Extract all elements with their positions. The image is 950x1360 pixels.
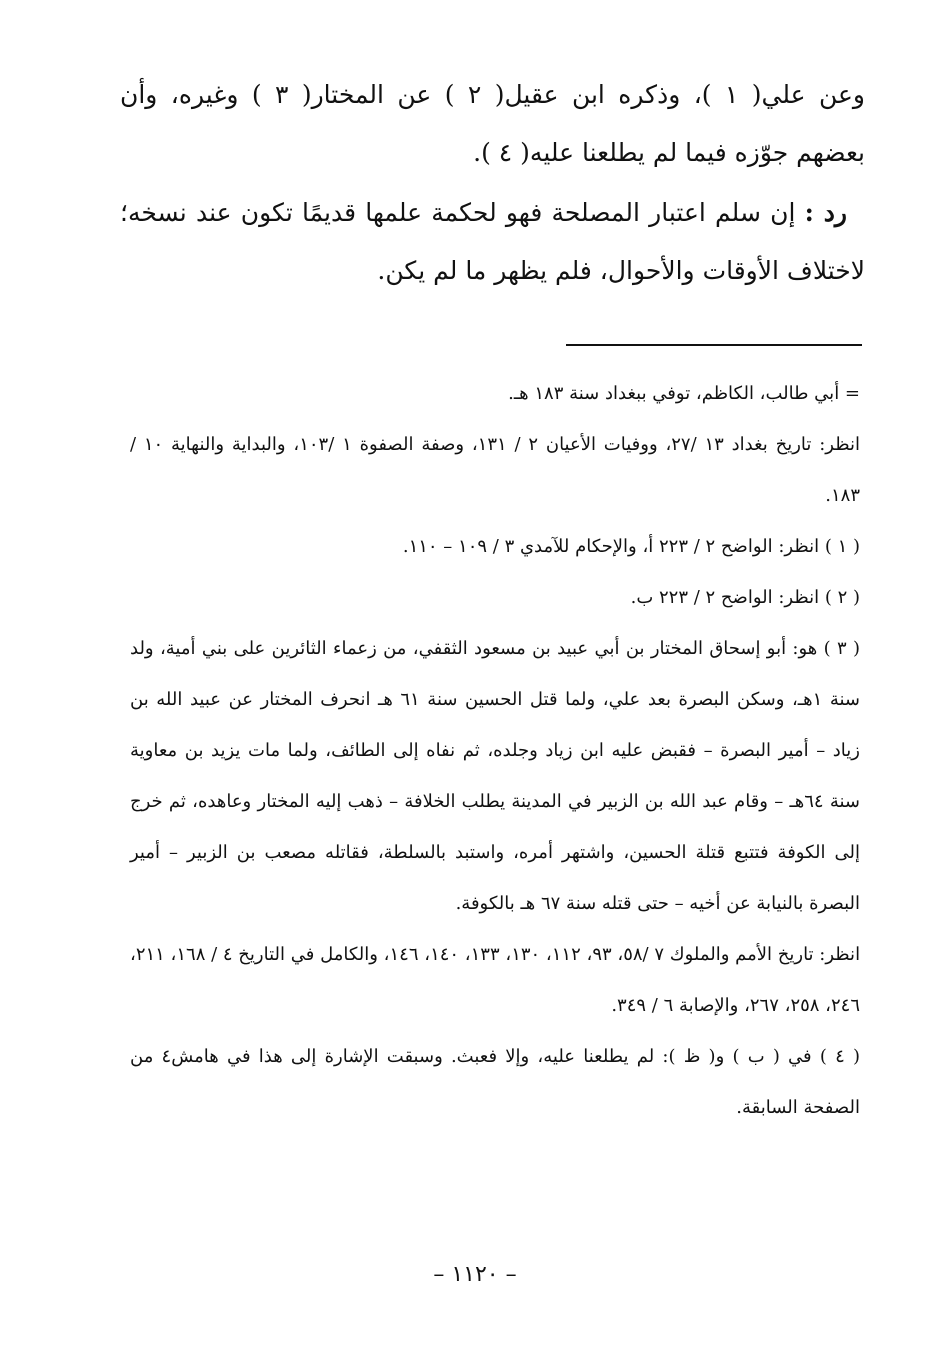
footnote-4: ( ٤ ) في ( ب ) و( ظ ): لم يطلعنا عليه، وإلا فعبث. وسبقت الإشارة إلى هذا في هامش٤ من الصفحة السابقة.: [130, 1046, 860, 1118]
footnote-separator: [566, 344, 862, 346]
page-number: – ١١٢٠ –: [433, 1262, 517, 1287]
footnote-2: ( ٢ ) انظر: الواضح ٢ / ٢٢٣ ب.: [630, 587, 860, 608]
reply-text: إن سلم اعتبار المصلحة فهو لحكمة علمها قديمًا تكون عند نسخه؛ لاختلاف الأوقات والأحوال، فلم يظهر ما لم يكن.: [120, 198, 865, 285]
main-paragraph-1: وعن علي( ١ )، وذكره ابن عقيل( ٢ ) عن المختار( ٣ ) وغيره، وأن بعضهم جوّزه فيما لم يطلعنا عليه( ٤ ).: [120, 80, 865, 167]
main-text: [120, 66, 865, 300]
footnote-1: ( ١ ) انظر: الواضح ٢ / ٢٢٣ أ، والإحكام للآمدي ٣ / ١٠٩ – ١١٠.: [402, 536, 860, 557]
main-paragraph-2: [120, 184, 865, 300]
footnote-3: ( ٣ ) هو: أبو إسحاق المختار بن أبي عبيد بن مسعود الثقفي، من زعماء الثائرين على بني أمية، ولد سنة ١هـ، وسكن البصرة بعد علي، ولما قتل الحسين سنة ٦١ هـ انحرف المختار عن عبيد الله بن زياد – أمير البصرة – فقبض عليه ابن زياد وجلده، ثم نفاه إلى الطائف، ولما مات يزيد بن معاوية سنة ٦٤هـ – وقام عبد الله بن الزبير في المدينة يطلب الخلافة – ذهب إليه المختار وعاهده، ثم خرج إلى الكوفة فتتبع قتلة الحسين، واشتهر أمره، واستبد بالسلطة، فقاتله مصعب بن الزبير – أمير البصرة بالنيابة عن أخيه – حتى قتله سنة ٦٧ هـ بالكوفة.: [130, 638, 861, 914]
footnote-3-reference: انظر: تاريخ الأمم والملوك ٧ /٥٨، ٩٣، ١١٢، ١٣٠، ١٣٣، ١٤٠، ١٤٦، والكامل في التاريخ ٤ / ١٦٨، ٢١١، ٢٤٦، ٢٥٨، ٢٦٧، والإصابة ٦ / ٣٤٩.: [130, 944, 861, 1016]
footnote-continuation: = أبي طالب، الكاظم، توفي ببغداد سنة ١٨٣ هـ.: [508, 383, 860, 404]
footnote-reference: انظر: تاريخ بغداد ١٣ /٢٧، ووفيات الأعيان ٢ / ١٣١، وصفة الصفوة ١ /١٠٣، والبداية والنهاية ١٠ / ١٨٣.: [130, 434, 860, 506]
footnotes: [130, 368, 860, 1133]
reply-label: رد :: [804, 198, 848, 227]
